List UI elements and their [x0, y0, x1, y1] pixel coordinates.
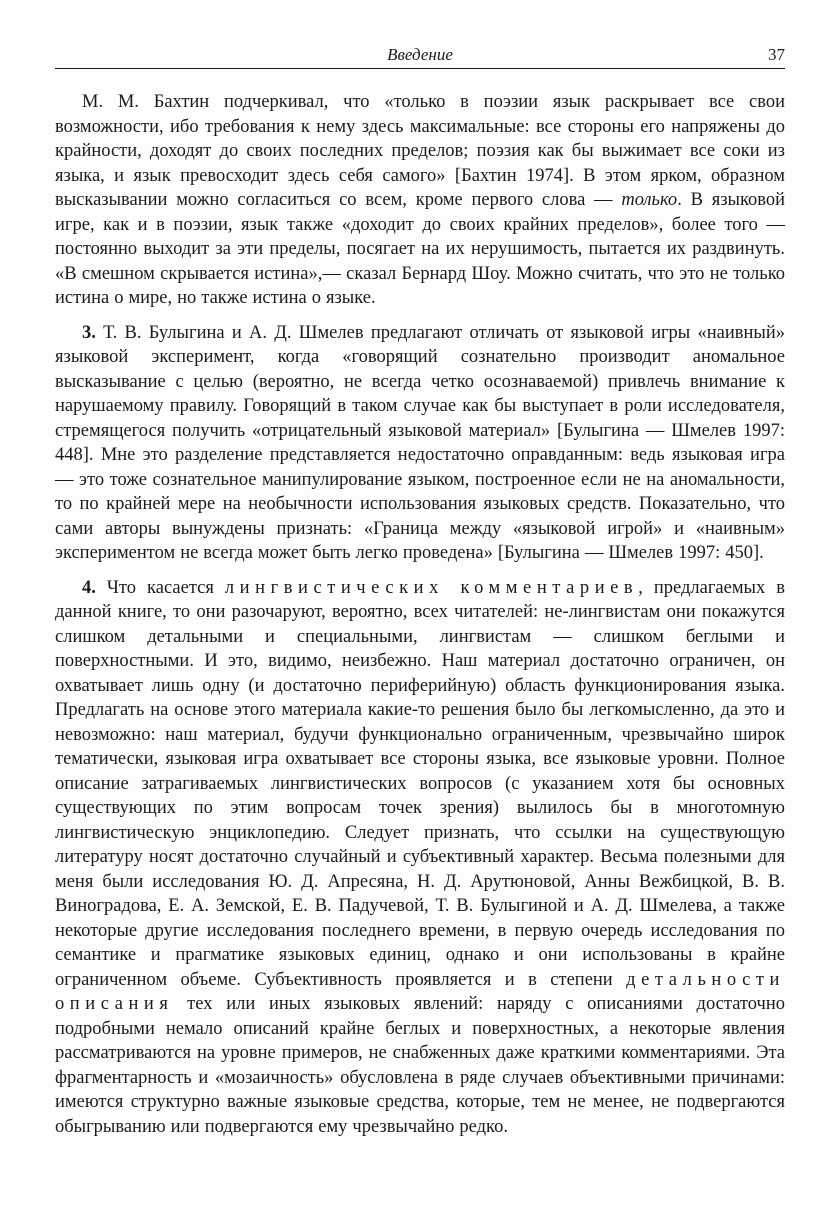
- running-title: Введение: [387, 45, 453, 64]
- text-segment-spaced: детальности описания: [55, 969, 785, 1014]
- text-segment: М. М. Бахтин подчеркивал, что «только в поэзии язык раскрывает все свои возможности, ибо требования к нему здесь максимальные: все стороны его напряжены до крайности, доходят до своих последних пределов; поэзия как бы выжимает все соки из языка, и язык превосходит здесь себя самого» [Бахтин 1974]. В этом ярком, образном высказывании можно согласиться со всем, кроме первого слова —: [55, 92, 785, 210]
- text-segment: , предлагаемых в данной книге, то они разочаруют, вероятно, всех читателей: не-лингвистам они покажутся слишком детальными и специальными, лингвистам — слишком беглыми и поверхностными. И это, видимо, неизбежно. Наш материал достаточно ограничен, он охватывает лишь одну (и достаточно периферийную) область функционирования языка. Предлагать на основе этого материала какие-то решения было бы легкомысленно, да это и невозможно: наш материал, будучи функционально ограниченным, чрезвычайно широк тематически, языковая игра охватывает все стороны языка, все языковые уровни. Полное описание затрагиваемых лингвистических вопросов (с указанием хотя бы основных существующих по этим вопросам точек зрения) вылилось бы в многотомную лингвистическую энциклопедию. Следует признать, что ссылки на существующую литературу носят достаточно случайный и субъективный характер. Весьма полезными для меня были исследования Ю. Д. Апресяна, Н. Д. Арутюновой, Анны Вежбицкой, В. В. Виноградова, Е. А. Земской, Е. В. Падучевой, Т. В. Булыгиной и А. Д. Шмелева, а также некоторые другие исследования последнего времени, в первую очередь исследования по семантике и прагматике языковых единиц, однако и они использованы в крайне ограниченном объеме. Субъективность проявляется и в степени: [55, 577, 785, 990]
- page-header: [55, 46, 785, 69]
- text-segment-bold: 3.: [82, 322, 96, 343]
- paragraph: [55, 576, 785, 1140]
- text-segment-italic: только: [621, 190, 678, 210]
- text-segment: Т. В. Булыгина и А. Д. Шмелев предлагают отличать от языковой игры «наивный» языковой эксперимент, когда «говорящий сознательно производит аномальное высказывание с целью (вероятно, не всегда четко осознаваемой) привлечь внимание к нарушаемому правилу. Говорящий в таком случае как бы выступает в роли исследователя, стремящегося получить «отрицательный языковой материал» [Булыгина — Шмелев 1997: 448]. Мне это разделение представляется недостаточно оправданным: ведь языковая игра — это тоже сознательное манипулирование языком, построенное если не на аномальности, то по крайней мере на необычности использования языковых средств. Показательно, что сами авторы вынуждены признать: «Граница между «языковой игрой» и «наивным» экспериментом не всегда может быть легко проведена» [Булыгина — Шмелев 1997: 450].: [55, 322, 785, 563]
- page-number: 37: [768, 45, 785, 64]
- text-segment-spaced: лингвистических комментариев: [224, 577, 639, 598]
- text-segment: тех или иных языковых явлений: наряду с описаниями достаточно подробными немало описаний крайне беглых и поверхностных, а некоторые явления рассматриваются на уровне примеров, не снабженных даже краткими комментариями. Эта фрагментарность и «мозаичность» обусловлена в ряде случаев объективными причинами: имеются структурно важные языковые средства, которые, тем не менее, не подвергаются обыгрыванию или подвергаются ему чрезвычайно редко.: [55, 994, 785, 1137]
- paragraph: [55, 90, 785, 311]
- text-segment: Что касается: [95, 577, 225, 598]
- text-segment: . В языковой игре, как и в поэзии, язык также «доходит до своих крайних пределов», более того — постоянно выходит за эти пределы, посягает на их нерушимость, пытается их раздвинуть. «В смешном скрывается истина»,— сказал Бернард Шоу. Можно считать, что это не только истина о мире, но также истина о языке.: [55, 190, 786, 308]
- page-body: [55, 90, 785, 1139]
- paragraph: [55, 321, 785, 566]
- text-segment-bold: 4.: [82, 577, 96, 598]
